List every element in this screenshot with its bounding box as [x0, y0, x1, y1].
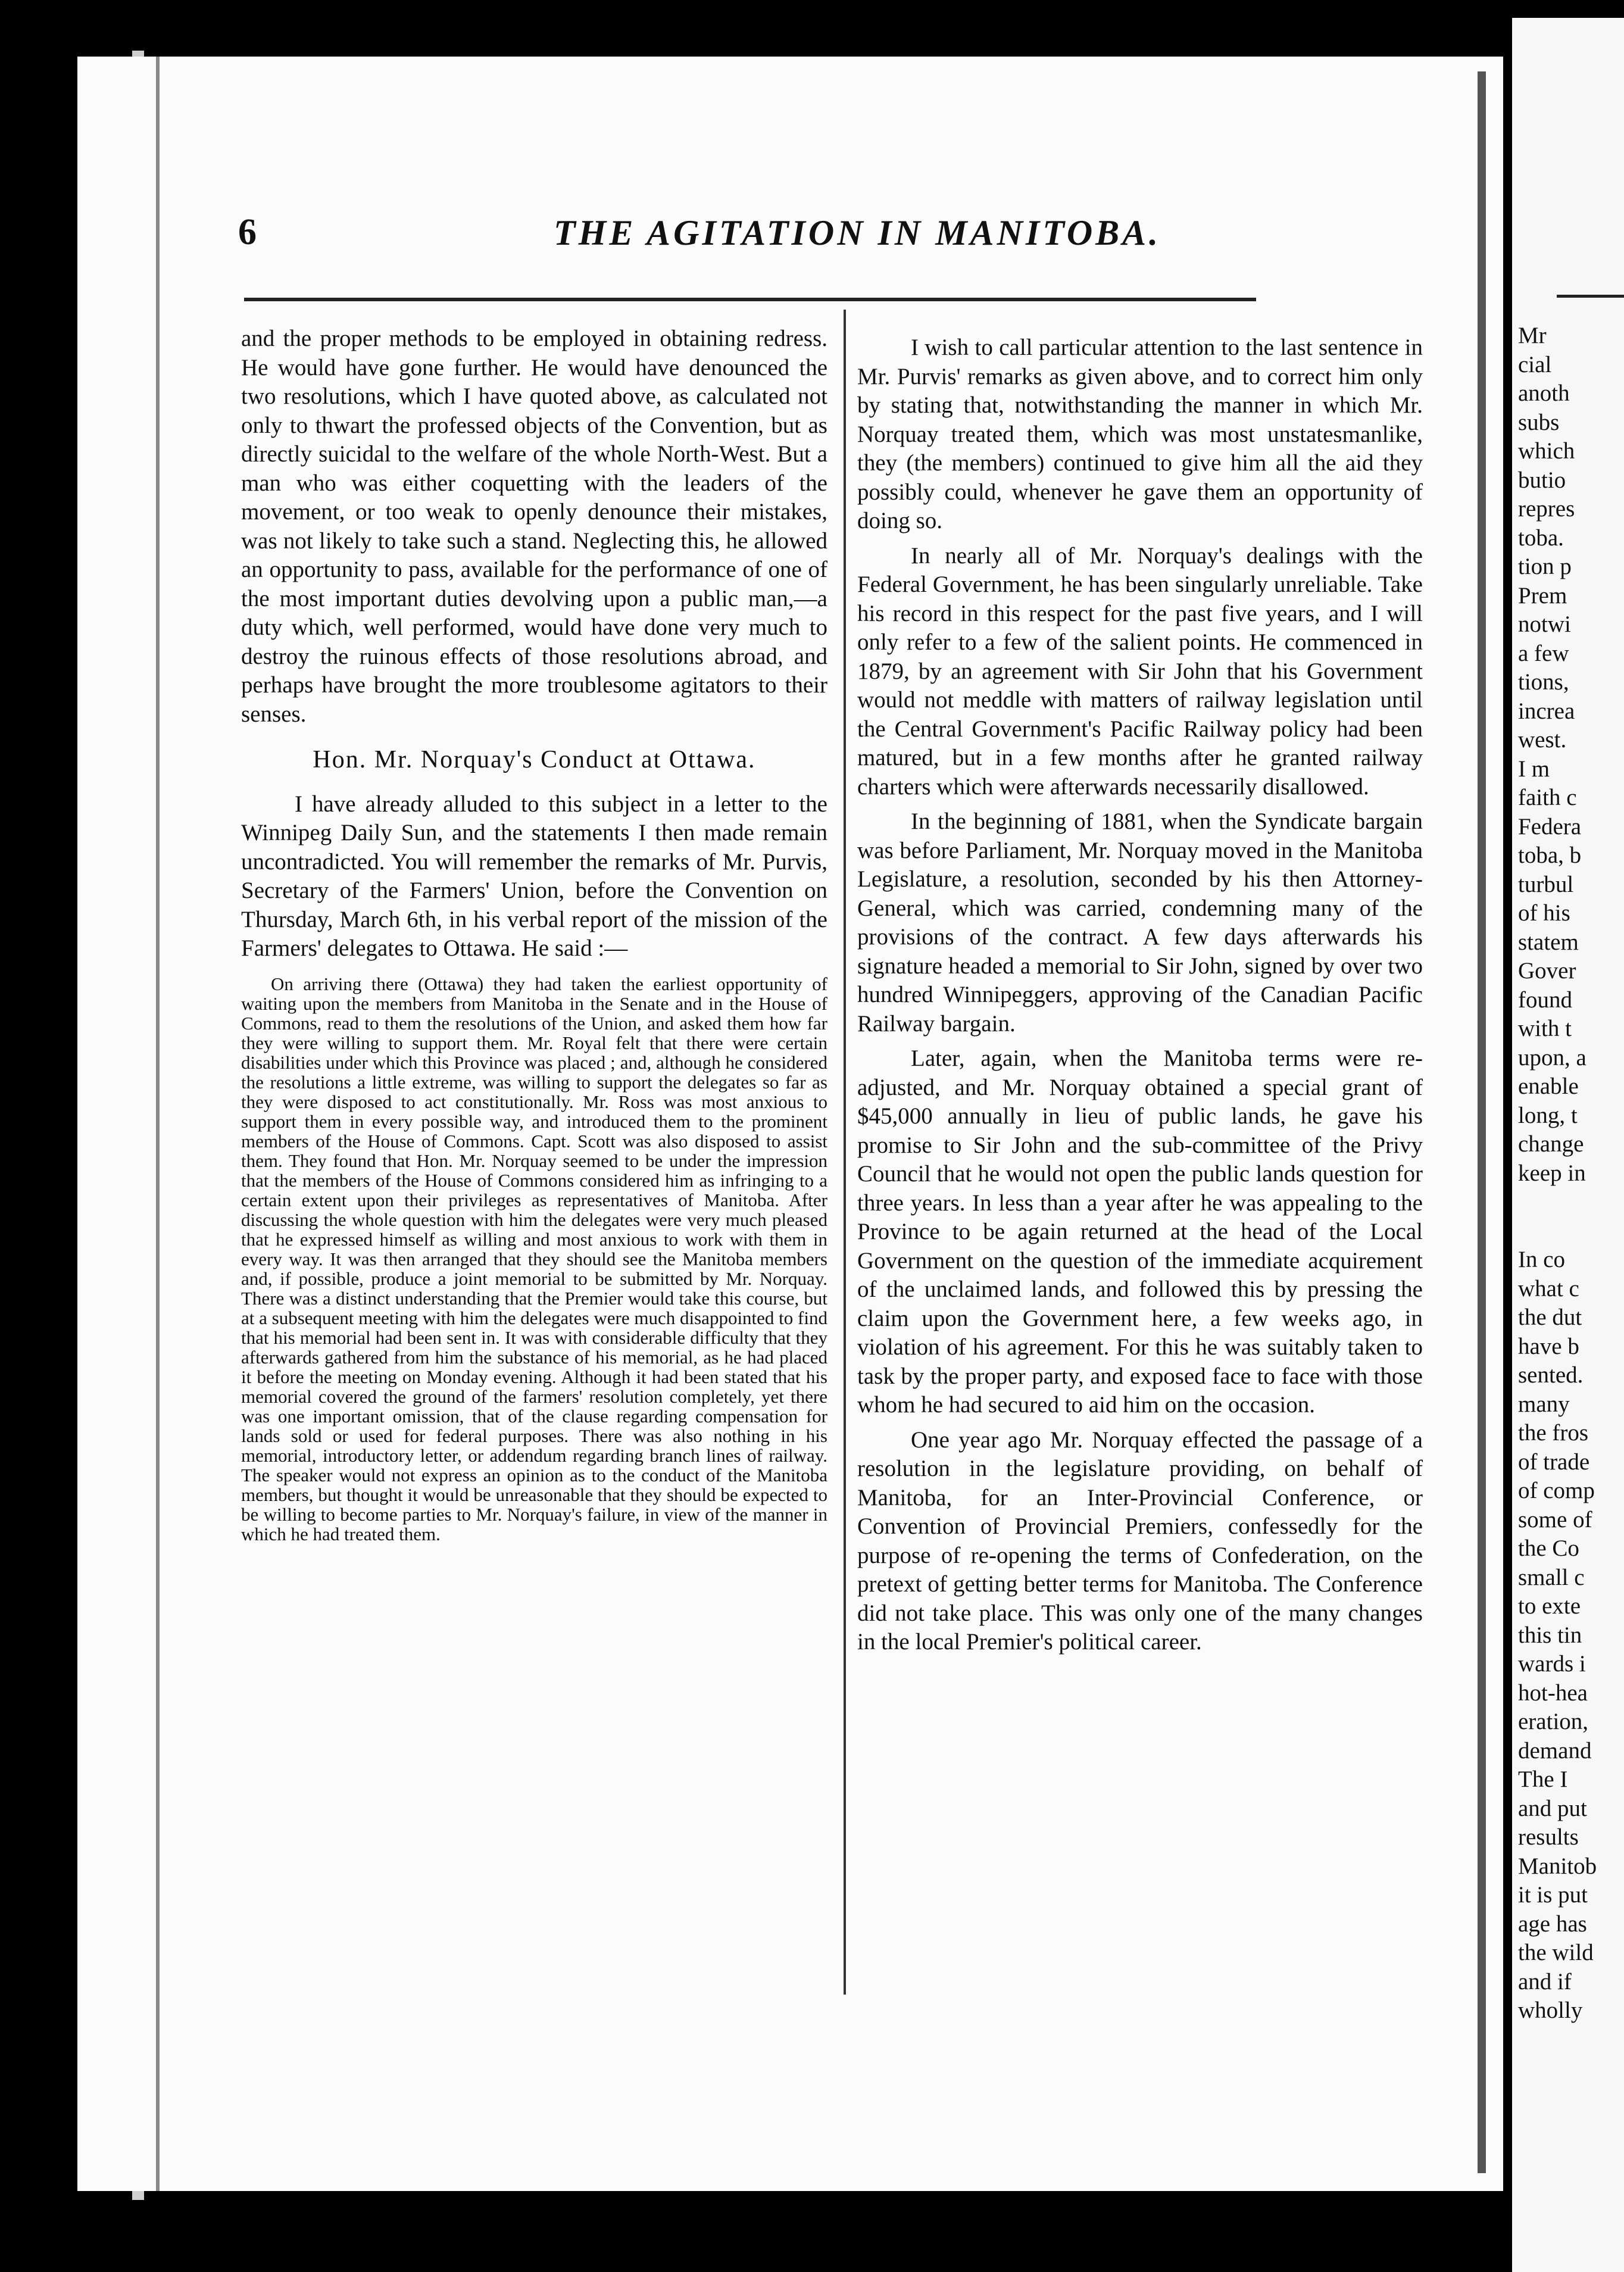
page-number: 6 — [238, 212, 257, 252]
facing-page-line: increa — [1518, 698, 1575, 724]
facing-page-line: keep in — [1518, 1160, 1586, 1186]
facing-page-line: In co — [1518, 1247, 1566, 1272]
facing-page-line: west. — [1518, 727, 1567, 753]
facing-page-line: toba. — [1518, 525, 1564, 551]
facing-page-line: change — [1518, 1131, 1584, 1157]
facing-page-line: of comp — [1518, 1478, 1595, 1503]
page-inner-edge — [156, 57, 160, 2191]
facing-page-line: anoth — [1518, 380, 1570, 406]
column-divider — [844, 310, 846, 1995]
facing-page-line: upon, a — [1518, 1044, 1586, 1071]
paragraph: I wish to call particular attention to the last sentence in Mr. Purvis' remarks as given above, and to correct him only by stating that, notwithstanding the manner in which Mr. Norquay treated them, which was most unstatesmanlike, they (the members) continued to give him all the aid they possibly could, whenever he gave them an opportunity of doing so. — [857, 335, 1423, 533]
facing-page-line: age has — [1518, 1911, 1587, 1937]
paragraph: In nearly all of Mr. Norquay's dealings with the Federal Government, he has been singularly unreliable. Take his record in this respect for the past five years, and I will only refer to a few of the salient points. He commenced in 1879, by an agreement with Sir John that his Government would not meddle with matters of railway legislation until the Central Government's Pacific Railway policy had been matured, but in a few months after he granted railway charters which were afterwards necessarily disallowed. — [857, 542, 1423, 800]
facing-page-line: long, t — [1518, 1102, 1578, 1128]
facing-page-line: statem — [1518, 929, 1579, 955]
facing-page-line: which — [1518, 438, 1575, 464]
facing-page-line: hot-hea — [1518, 1680, 1588, 1706]
facing-page-line — [1518, 1188, 1624, 1217]
facing-page-line: many — [1518, 1391, 1570, 1417]
facing-page-line: The I — [1518, 1767, 1568, 1792]
paragraph: One year ago Mr. Norquay effected the passage of a resolution in the legislature providing, on behalf of Manitoba, for an Inter-Provincial Conference, or Convention of Provincial Premiers, confessedly for the purpose of re-opening the terms of Confederation, on the pretext of getting better terms for Manitoba. The Conference did not take place. This was only one of the many changes in the local Premier's political career. — [857, 1427, 1423, 1655]
facing-page-line: enable — [1518, 1073, 1579, 1099]
facing-page-line: butio — [1518, 467, 1566, 493]
page-right-edge — [1478, 71, 1486, 2173]
facing-page-rule — [1557, 295, 1624, 298]
facing-page-line: it is put — [1518, 1882, 1588, 1908]
facing-page-line: and if — [1518, 1968, 1572, 1995]
facing-page-line: Manitob — [1518, 1853, 1597, 1879]
facing-page-line: of trade — [1518, 1449, 1590, 1475]
facing-page-line: the dut — [1518, 1304, 1582, 1330]
facing-page-line: some of — [1518, 1506, 1592, 1533]
facing-page-line: I m — [1518, 756, 1550, 782]
facing-page-line: wards i — [1518, 1651, 1586, 1677]
facing-page-line: cial — [1518, 351, 1552, 377]
opening-paragraph: and the proper methods to be employed in obtaining redress. He would have gone further. He would have denounced the two resolutions, which I have quoted above, as calculated not only to thwart the professed objects of the Convention, but as directly suicidal to the welfare of the whole North-West. But a man who was either coquetting with the leaders of the movement, or too weak to openly denounce their mistakes, was not likely to take such a stand. Neglecting this, he allowed an opportunity to pass, available for the performance of one of the most important duties devolving upon a public man,—a duty which, well performed, would have done very much to destroy the ruinous effects of those resolutions abroad, and perhaps have brought the more troublesome agitators to their senses. — [241, 326, 827, 727]
paragraph: In the beginning of 1881, when the Syndicate bargain was before Parliament, Mr. Norquay moved in the Manitoba Legislature, a resolution, seconded by his then Attorney-General, which was carried, condemning many of the provisions of the contract. A few days afterwards his signature headed a memorial to Sir John, signed by over two hundred Winnipeggers, approving of the Canadian Pacific Railway bargain. — [857, 809, 1423, 1037]
facing-page-line: sented. — [1518, 1362, 1584, 1388]
facing-page-line: Prem — [1518, 582, 1567, 608]
facing-page-line: toba, b — [1518, 842, 1582, 868]
facing-page-line: Gover — [1518, 958, 1576, 984]
facing-page-line: to exte — [1518, 1593, 1581, 1619]
running-title: THE AGITATION IN MANITOBA. — [554, 213, 1161, 252]
facing-page-line — [1518, 1217, 1624, 1246]
facing-page-line: and put — [1518, 1795, 1587, 1821]
facing-page-line: notwi — [1518, 611, 1571, 637]
facing-page-line: Federa — [1518, 813, 1582, 839]
facing-page-line: subs — [1518, 409, 1560, 435]
middle-column — [857, 333, 1423, 1663]
paragraph: Later, again, when the Manitoba terms were re-adjusted, and Mr. Norquay obtained a special grant of $45,000 annually in lieu of public lands, he gave his promise to Sir John and the sub-committee of the Privy Council that he would not open the public lands question for three years. In less than a year after he was appealing to the Province to be again returned at the head of the Local Government on the question of the immediate acquirement of the unclaimed lands, and followed this by pressing the claim upon the Government here, a few weeks ago, in violation of his agreement. For this he was suitably taken to task by the proper party, and exposed face to face with those whom he had secured to aid him on the occasion. — [857, 1046, 1423, 1418]
facing-page-line: tion p — [1518, 554, 1572, 579]
facing-page-line: wholly — [1518, 1998, 1583, 2023]
quotation-block: On arriving there (Ottawa) they had taken the earliest opportunity of waiting upon the members from Manitoba in the Senate and in the House of Commons, read to them the resolutions of the Union, and asked them how far they were willing to support them. Mr. Royal felt that there were certain disabilities under which this Province was placed ; and, although he considered the resolutions a little extreme, was willing to support the delegates so far as they were disposed to act constitutionally. Mr. Ross was most anxious to support them in every possible way, and introduced them to the prominent members of the House of Commons. Capt. Scott was also disposed to assist them. They found that Hon. Mr. Norquay seemed to be under the impression that the members of the House of Commons considered him as infringing to a certain extent upon their privileges as representatives of Manitoba. After discussing the whole question with him the delegates were very much pleased that he expressed himself as willing and most anxious to work with them in every way. It was then arranged that they should see the Manitoba members and, if possible, produce a joint memorial to be submitted by Mr. Norquay. There was a distinct understanding that the Premier would take this course, but at a subsequent meeting with him the delegates were much disappointed to find that his memorial had been sent in. It was with considerable difficulty that they afterwards gathered from him the substance of his memorial, as he had placed it before the meeting on Monday evening. Although it had been stated that his memorial covered the ground of the farmers' resolution completely, yet there was one important omission, that of the clause regarding compensation for lands sold or used for federal purposes. There was also nothing in his memorial, introductory letter, or addendum regarding branch lines of railway. The speaker would not express an opinion as to the conduct of the Manitoba members, but thought it would be unreasonable that they should be expected to be willing to become parties to Mr. Norquay's failure, in view of the manner in which he had treated them. — [241, 973, 827, 1544]
facing-page-text — [1518, 322, 1624, 2026]
page-header — [238, 199, 1387, 265]
facing-page-line: the Co — [1518, 1536, 1579, 1561]
facing-page-line: the fros — [1518, 1420, 1589, 1446]
facing-page-line: turbul — [1518, 871, 1574, 897]
facing-page-line: Mr — [1518, 323, 1547, 348]
intro-paragraph: I have already alluded to this subject in a letter to the Winnipeg Daily Sun, and the statements I then made remain uncontradicted. You will remember the remarks of Mr. Purvis, Secretary of the Farmers' Union, before the Convention on Thursday, March 6th, in his verbal report of the mission of the Farmers' delegates to Ottawa. He said :— — [241, 791, 827, 961]
facing-page-line: repres — [1518, 496, 1575, 522]
facing-page-line: results — [1518, 1824, 1579, 1850]
facing-page-line: the wild — [1518, 1940, 1594, 1965]
facing-page-line: found — [1518, 987, 1572, 1013]
facing-page-line: this tin — [1518, 1622, 1582, 1648]
header-rule — [244, 298, 1256, 301]
facing-page-line: eration, — [1518, 1709, 1589, 1734]
facing-page-line: what c — [1518, 1275, 1579, 1302]
facing-page-line: of his — [1518, 900, 1570, 926]
facing-page-line: faith c — [1518, 785, 1577, 810]
facing-page-line: tions, — [1518, 669, 1569, 695]
facing-page-line: with t — [1518, 1016, 1572, 1041]
facing-page-line: demand — [1518, 1737, 1592, 1764]
facing-page-line: a few — [1518, 640, 1569, 666]
section-heading: Hon. Mr. Norquay's Conduct at Ottawa. — [313, 746, 756, 773]
left-column — [241, 324, 827, 1544]
facing-page-line: have b — [1518, 1333, 1579, 1359]
facing-page-line: small c — [1518, 1564, 1585, 1590]
